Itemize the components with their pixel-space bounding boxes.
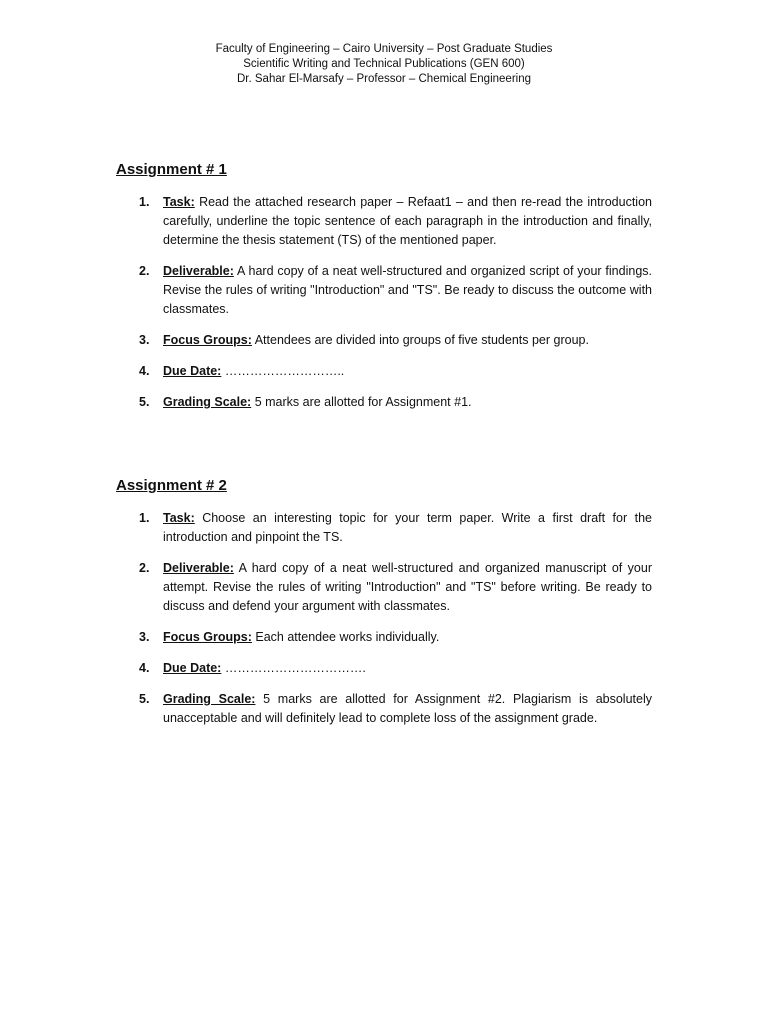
item-label: Grading Scale:: [163, 395, 252, 409]
item-label: Task:: [163, 511, 195, 525]
item-text: Attendees are divided into groups of five students per group.: [254, 333, 589, 347]
list-item: [116, 362, 652, 381]
item-text: Each attendee works individually.: [255, 630, 440, 644]
item-text: 5 marks are allotted for Assignment #2. Plagiarism is absolutely unacceptable and will definitely lead to complete loss of the assignment grade.: [163, 692, 652, 725]
item-text: Choose an interesting topic for your term paper. Write a first draft for the introduction and pinpoint the TS.: [163, 511, 652, 544]
list-item: [116, 331, 652, 350]
item-label: Deliverable:: [163, 561, 234, 575]
item-number: 2.: [139, 561, 150, 575]
document-header: [0, 42, 768, 87]
item-number: 2.: [139, 264, 150, 278]
item-text: …………………………….: [224, 661, 366, 675]
assignment-2-title: Assignment # 2: [116, 477, 227, 494]
assignment-2-list: [116, 509, 652, 728]
item-number: 1.: [139, 511, 150, 525]
item-number: 3.: [139, 630, 150, 644]
item-number: 5.: [139, 692, 150, 706]
item-label: Due Date:: [163, 364, 222, 378]
header-instructor-line: Dr. Sahar El-Marsafy – Professor – Chemical Engineering: [236, 73, 531, 85]
header-course-line: Scientific Writing and Technical Publications (GEN 600): [243, 58, 525, 70]
list-item: [116, 193, 652, 250]
item-label: Focus Groups:: [163, 333, 252, 347]
list-item: [116, 393, 652, 412]
list-item: [116, 690, 652, 728]
list-item: [116, 559, 652, 616]
item-label: Task:: [163, 195, 195, 209]
item-label: Deliverable:: [163, 264, 234, 278]
item-number: 4.: [139, 661, 150, 675]
item-text: Read the attached research paper – Refaat1 – and then re-read the introduction carefully, underline the topic sentence of each paragraph in the introduction and finally, determine the thesis statement (TS) of the mentioned paper.: [163, 195, 652, 247]
item-number: 5.: [139, 395, 150, 409]
assignment-1-section: [116, 160, 652, 424]
item-number: 4.: [139, 364, 150, 378]
item-label: Due Date:: [163, 661, 222, 675]
item-text: 5 marks are allotted for Assignment #1.: [254, 395, 472, 409]
list-item: [116, 509, 652, 547]
list-item: [116, 628, 652, 647]
item-label: Grading Scale:: [163, 692, 256, 706]
item-text: A hard copy of a neat well-structured and organized script of your findings. Revise the rules of writing "Introduction" and "TS". Be ready to discuss the outcome with classmates.: [163, 264, 652, 316]
header-faculty-line: Faculty of Engineering – Cairo University – Post Graduate Studies: [215, 43, 553, 55]
list-item: [116, 659, 652, 678]
assignment-1-list: [116, 193, 652, 412]
item-label: Focus Groups:: [163, 630, 252, 644]
assignment-2-section: [116, 476, 652, 740]
item-text: A hard copy of a neat well-structured and organized manuscript of your attempt. Revise the rules of writing "Introduction" and "TS" before writing. Be ready to discuss and defend your argument with classmates.: [163, 561, 652, 613]
assignment-1-title: Assignment # 1: [116, 161, 227, 178]
list-item: [116, 262, 652, 319]
item-number: 3.: [139, 333, 150, 347]
item-number: 1.: [139, 195, 150, 209]
item-text: ………………………..: [224, 364, 345, 378]
